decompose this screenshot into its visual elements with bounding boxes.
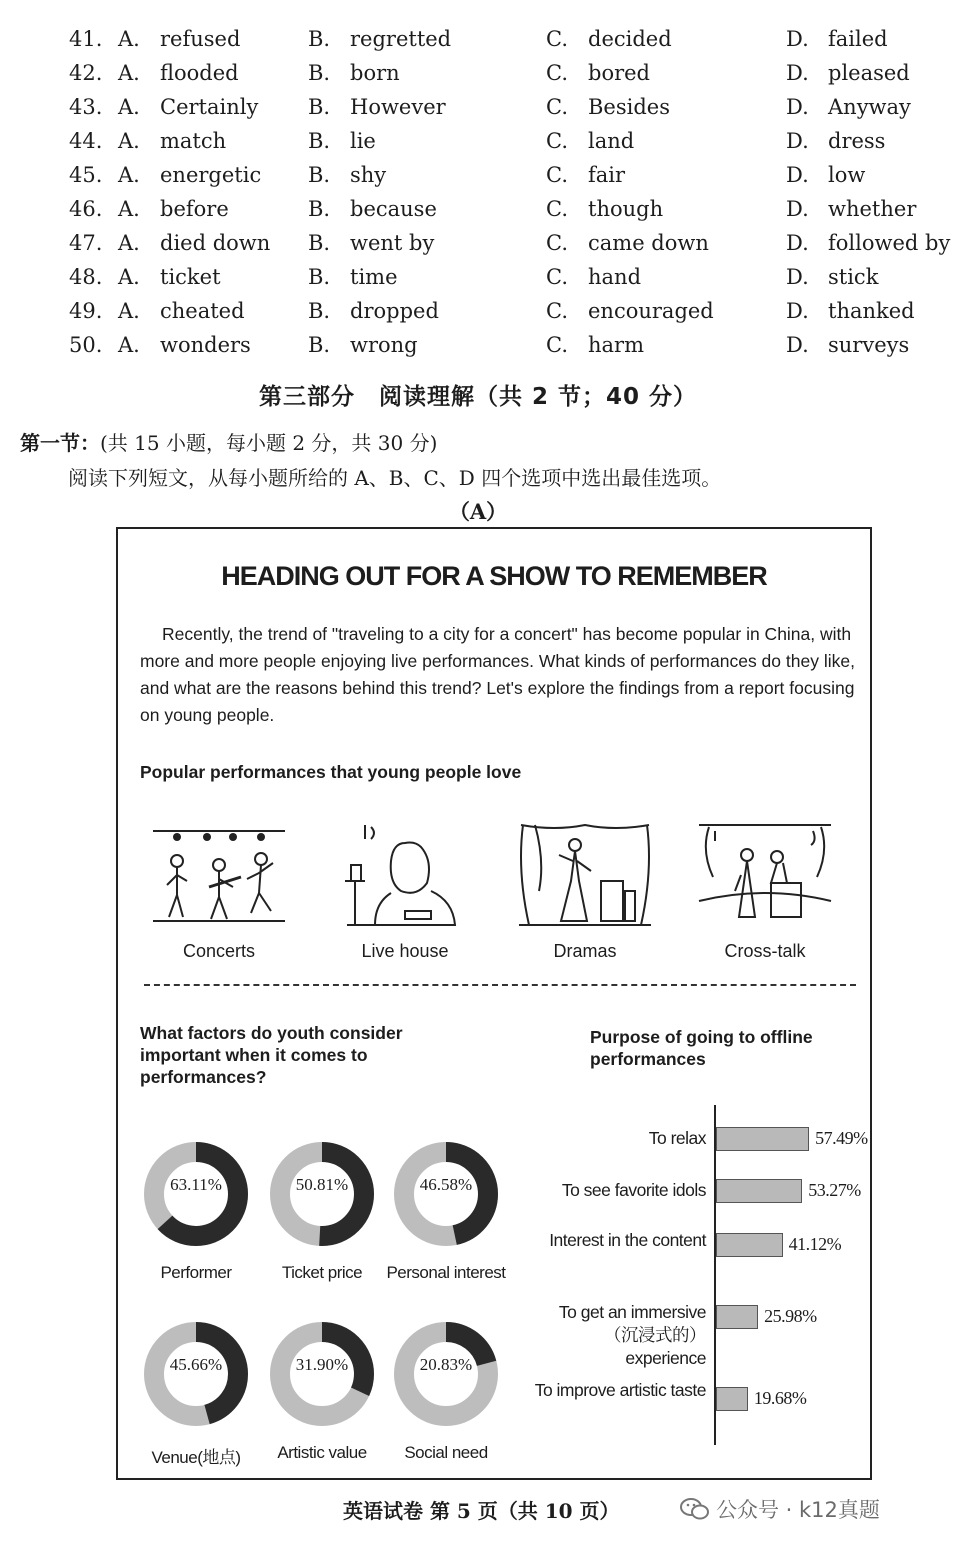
wechat-icon [680,1497,710,1526]
performance-label: Cross-talk [724,941,806,961]
option-choice [118,192,229,226]
choice-letter: D. [786,27,809,51]
page-footer: 英语试卷 第 5 页（共 10 页） [343,1499,620,1523]
choice-text: refused [160,27,241,51]
choice-letter: B. [308,95,331,119]
choice-text: surveys [828,333,910,357]
choice-letter: A. [118,129,140,153]
option-choice [308,124,376,158]
option-choice [118,328,251,362]
option-choice [308,56,400,90]
bar [716,1127,809,1151]
performance-label: Concerts [182,941,256,961]
passage-intro: Recently, the trend of "traveling to a city for a concert" has become popular in China, with more and more people enjoying live performances. What kinds of performances do they like, and what are the reasons behind this trend? Let's explore the findings from a report focusing on young people. [140,624,855,725]
choice-text: though [588,197,664,221]
instruction: 阅读下列短文，从每小题所给的 A、B、C、D 四个选项中选出最佳选项。 [68,466,722,490]
option-choice [546,158,625,192]
choice-letter: B. [308,265,331,289]
choice-letter: C. [546,129,568,153]
choice-letter: D. [786,163,809,187]
performance-label: Dramas [553,941,617,961]
option-choice [308,260,398,294]
choice-letter: C. [546,163,568,187]
option-choice [546,226,709,260]
choice-text: fair [588,163,626,187]
option-choice [546,124,634,158]
option-row [0,260,956,294]
choice-text: came down [588,231,709,255]
choice-text: because [350,197,437,221]
option-choice [308,22,451,56]
concert-icon [149,821,289,933]
choice-text: energetic [160,163,262,187]
choice-letter: D. [786,129,809,153]
passage-label: （A） [448,499,508,524]
choice-letter: A. [118,333,140,357]
choice-text: whether [828,197,917,221]
choice-letter: D. [786,231,809,255]
choice-text: shy [350,163,387,187]
performance-cross-talk [690,821,840,962]
purpose-heading: Purpose of going to offline performances [590,1027,813,1069]
choice-letter: C. [546,197,568,221]
question-number: 43. [69,95,103,119]
part-title: 第三部分 阅读理解（共 2 节；40 分） [258,384,698,410]
choice-letter: A. [118,265,140,289]
choice-letter: A. [118,299,140,323]
choice-text: cheated [160,299,245,323]
donut-chart [136,1319,256,1468]
bar-value: 53.27% [808,1180,861,1200]
choice-text: born [350,61,400,85]
choice-letter: B. [308,299,331,323]
choice-text: land [588,129,635,153]
choice-text: decided [588,27,672,51]
question-number: 41. [69,27,103,51]
bar-label: Interest in the content [549,1230,706,1250]
option-choice [546,294,714,328]
factors-heading: What factors do youth consider important when it comes to performances? [140,1023,403,1087]
option-choice [118,260,221,294]
option-choice [118,294,245,328]
choice-letter: D. [786,95,809,119]
choice-letter: C. [546,61,568,85]
bar [716,1305,758,1329]
option-row [0,124,956,158]
choice-text: wrong [350,333,418,357]
option-choice [308,226,434,260]
section-detail: (共 15 小题，每小题 2 分，共 30 分) [100,431,438,455]
donut-label: Personal interest [386,1263,506,1282]
donut-value: 46.58% [419,1175,473,1194]
option-choice [118,158,261,192]
question-number: 49. [69,299,103,323]
watermark: 公众号 · k12真题 [680,1494,880,1526]
option-choice [546,22,672,56]
choice-letter: D. [786,333,809,357]
passage-headline: HEADING OUT FOR A SHOW TO REMEMBER [221,561,767,591]
choice-letter: A. [118,231,140,255]
question-number: 48. [69,265,103,289]
donut-chart [262,1139,382,1283]
option-row [0,22,956,56]
choice-letter: D. [786,61,809,85]
choice-letter: B. [308,197,331,221]
donut-label: Performer [160,1263,232,1282]
choice-text: However [350,95,446,119]
option-choice [308,90,446,124]
bar-value: 57.49% [815,1128,868,1148]
choice-letter: B. [308,231,331,255]
choice-text: Anyway [828,95,911,119]
option-choice [546,90,670,124]
choice-text: wonders [160,333,251,357]
choice-letter: A. [118,61,140,85]
choice-text: thanked [828,299,915,323]
choice-letter: A. [118,197,140,221]
option-choice [118,90,258,124]
choice-text: flooded [160,61,239,85]
answer-options [0,22,956,362]
choice-text: time [350,265,398,289]
choice-text: failed [828,27,888,51]
option-row [0,90,956,124]
donut-label: Venue(地点) [151,1448,241,1467]
option-choice [786,328,909,362]
option-row [0,328,956,362]
choice-letter: C. [546,333,568,357]
choice-letter: C. [546,299,568,323]
choice-text: stick [828,265,879,289]
option-row [0,192,956,226]
choice-text: went by [350,231,435,255]
choice-letter: A. [118,27,140,51]
choice-letter: C. [546,265,568,289]
donut-chart [136,1139,256,1283]
question-number: 46. [69,197,103,221]
bar-value: 41.12% [788,1234,842,1254]
option-choice [786,90,911,124]
bar [716,1233,783,1257]
choice-text: ticket [160,265,221,289]
choice-text: died down [160,231,271,255]
option-choice [786,158,865,192]
option-choice [118,226,270,260]
question-number: 47. [69,231,103,255]
drama-icon [515,821,655,933]
performance-label: Live house [361,941,449,961]
performance-live-house [330,821,480,962]
option-choice [118,124,226,158]
section-divider [144,984,856,986]
popular-heading: Popular performances that young people love [140,762,522,782]
option-choice [546,192,663,226]
option-choice [308,158,386,192]
donut-value: 50.81% [295,1175,349,1194]
bar-value: 19.68% [753,1388,807,1408]
choice-text: regretted [350,27,452,51]
option-row [0,158,956,192]
donut-chart [386,1319,506,1463]
choice-letter: C. [546,95,568,119]
option-choice [546,260,641,294]
option-row [0,56,956,90]
donut-value: 63.11% [170,1175,222,1194]
choice-text: low [828,163,866,187]
donut-label: Artistic value [277,1443,367,1462]
choice-letter: D. [786,265,809,289]
choice-text: before [160,197,229,221]
cross-talk-icon [695,821,835,933]
bar [716,1387,748,1411]
choice-letter: C. [546,27,568,51]
live-house-icon [335,821,475,933]
option-choice [786,226,950,260]
passage-frame [116,527,872,1480]
option-choice [786,22,888,56]
choice-text: dress [828,129,886,153]
donut-chart [386,1139,506,1283]
choice-letter: C. [546,231,568,255]
donut-label: Ticket price [281,1263,363,1282]
choice-text: Besides [588,95,671,119]
choice-letter: A. [118,95,140,119]
section-title: 第一节：(共 15 小题，每小题 2 分，共 30 分) [20,431,438,455]
option-choice [546,328,644,362]
choice-text: harm [588,333,644,357]
donut-value: 20.83% [419,1355,473,1374]
choice-text: pleased [828,61,910,85]
option-choice [786,192,916,226]
bar-label: To get an immersive（沉浸式的）experience [558,1302,706,1368]
option-choice [786,260,878,294]
performance-concerts [144,821,294,962]
option-row [0,294,956,328]
choice-letter: B. [308,333,331,357]
bar [716,1179,802,1203]
bar-label: To relax [648,1128,706,1148]
choice-letter: A. [118,163,140,187]
option-choice [786,56,910,90]
option-choice [546,56,650,90]
option-choice [786,294,915,328]
option-choice [118,22,240,56]
choice-text: hand [588,265,642,289]
choice-letter: D. [786,197,809,221]
donut-label: Social need [404,1443,488,1462]
choice-letter: B. [308,129,331,153]
option-choice [308,328,418,362]
option-choice [308,294,439,328]
question-number: 50. [69,333,103,357]
choice-letter: D. [786,299,809,323]
choice-text: encouraged [588,299,714,323]
choice-text: lie [350,129,376,153]
choice-letter: B. [308,163,331,187]
choice-text: followed by [828,231,951,255]
choice-letter: B. [308,61,331,85]
option-choice [786,124,885,158]
donut-value: 45.66% [169,1355,223,1374]
option-row [0,226,956,260]
bar-value: 25.98% [764,1306,817,1326]
question-number: 45. [69,163,103,187]
choice-text: match [160,129,227,153]
question-number: 44. [69,129,103,153]
choice-text: dropped [350,299,439,323]
choice-letter: B. [308,27,331,51]
choice-text: Certainly [160,95,259,119]
bar-label: To improve artistic taste [534,1380,706,1400]
bar-label: To see favorite idols [561,1180,706,1200]
option-choice [118,56,239,90]
question-number: 42. [69,61,103,85]
choice-text: bored [588,61,650,85]
donut-chart [262,1319,382,1463]
performance-dramas [510,821,660,962]
option-choice [308,192,437,226]
donut-value: 31.90% [295,1355,349,1374]
